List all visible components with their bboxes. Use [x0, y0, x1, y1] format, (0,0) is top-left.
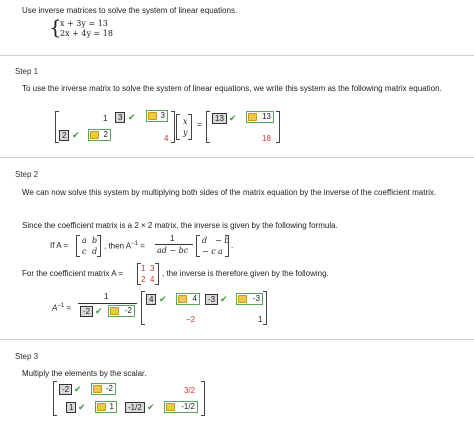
entry-1: 1 [141, 264, 146, 273]
check-icon: ✔ [220, 294, 228, 304]
equals-sign: = [197, 120, 202, 129]
given-box-a21: 2 [59, 130, 69, 141]
if-a-label: If A = [50, 241, 69, 250]
system-brace: { [49, 15, 62, 39]
given-box-e11: 4 [146, 294, 156, 305]
answer-box-r22[interactable]: -1/2 [164, 401, 198, 413]
then-label: , then $A^{-1}$ = [104, 241, 145, 251]
entry-d: d [202, 236, 208, 245]
step-3-title: Step 3 [15, 352, 39, 361]
for-coefficient-text: For the coefficient matrix A = [22, 269, 124, 278]
key-icon [97, 403, 106, 411]
right-bracket [276, 111, 280, 143]
equation-2: 2x + 4y = 18 [60, 29, 113, 38]
key-icon [238, 295, 247, 303]
step-2-title: Step 2 [15, 170, 39, 179]
check-icon: ✔ [159, 294, 167, 304]
key-icon [148, 112, 157, 120]
key-icon [178, 295, 187, 303]
formula-numerator: 1 [170, 234, 175, 243]
check-icon: ✔ [74, 384, 82, 394]
check-icon: ✔ [78, 402, 86, 412]
given-box-r22: -1/2 [125, 402, 145, 413]
value-e22: 1 [258, 315, 263, 324]
check-icon: ✔ [72, 130, 80, 140]
left-bracket [53, 381, 57, 416]
given-box-b1: 13 [212, 113, 227, 124]
left-bracket [176, 114, 180, 140]
scalar-numerator: 1 [104, 292, 109, 301]
step-3-text: Multiply the elements by the scalar. [22, 369, 147, 378]
answer-box-a12[interactable]: 3 [146, 110, 168, 122]
answer-box-denominator[interactable]: -2 [108, 305, 135, 317]
key-icon [248, 113, 257, 121]
entry-3: 3 [150, 264, 155, 273]
matrix-a11: 1 [103, 114, 108, 123]
answer-box-a22[interactable]: 2 [88, 129, 111, 141]
divider [0, 55, 474, 56]
formula-denominator: ad − bc [157, 246, 189, 255]
right-bracket [171, 111, 175, 143]
given-box-e12: -3 [205, 294, 218, 305]
given-box-a12: 3 [115, 112, 125, 123]
answer-box-e12[interactable]: -3 [236, 293, 263, 305]
red-value-e21: −2 [186, 315, 196, 324]
var-y: y [183, 128, 188, 137]
fraction-line [78, 303, 137, 304]
left-bracket [76, 235, 80, 257]
red-value-b2: 18 [262, 134, 271, 143]
answer-box-e11[interactable]: 4 [176, 293, 200, 305]
right-bracket [201, 381, 205, 416]
entry-c: c [82, 247, 87, 256]
red-value-r12: 3/2 [184, 386, 196, 395]
left-bracket [196, 235, 200, 257]
step-2-text: We can now solve this system by multiplying both sides of the matrix equation by the inverse of the coefficient matrix. [22, 188, 437, 197]
entry-neg-b: − b [215, 236, 230, 245]
var-x: x [183, 117, 188, 126]
answer-box-r11[interactable]: -2 [91, 383, 116, 395]
right-bracket [263, 291, 267, 325]
check-icon: ✔ [128, 112, 136, 122]
inverse-text: , the inverse is therefore given by the following. [162, 269, 329, 278]
answer-box-r21[interactable]: 1 [95, 401, 117, 413]
right-bracket [155, 263, 159, 285]
key-icon [166, 403, 175, 411]
step-2-since-text: Since the coefficient matrix is a 2 × 2 matrix, the inverse is given by the following formula. [22, 221, 338, 230]
entry-b: b [92, 236, 98, 245]
equation-1: x + 3y = 13 [60, 19, 108, 28]
a-inverse-label: $A^{-1}$ = [52, 303, 72, 313]
right-bracket [97, 235, 101, 257]
step-1-title: Step 1 [15, 67, 39, 76]
check-icon: ✔ [229, 113, 237, 123]
given-box-r21: 1 [66, 402, 76, 413]
right-bracket [188, 114, 192, 140]
entry-a: a [218, 247, 223, 256]
check-icon: ✔ [95, 306, 103, 316]
red-value-a22: 4 [164, 134, 169, 143]
left-bracket [141, 291, 145, 325]
right-bracket [225, 235, 229, 257]
key-icon [110, 307, 119, 315]
answer-box-b1[interactable]: 13 [246, 111, 274, 123]
check-icon: ✔ [147, 402, 155, 412]
entry-d: d [92, 247, 98, 256]
step-1-text: To use the inverse matrix to solve the system of linear equations, we write this system as the following matrix equation. [22, 84, 442, 93]
entry-a: a [82, 236, 87, 245]
period: . [231, 241, 234, 250]
fraction-line [155, 244, 193, 245]
entry-4: 4 [150, 275, 155, 284]
entry-neg-c: − c [202, 247, 216, 256]
key-icon [93, 385, 102, 393]
divider [0, 157, 474, 158]
given-box-denominator: -2 [80, 306, 93, 317]
problem-prompt: Use inverse matrices to solve the system of linear equations. [22, 6, 238, 15]
given-box-r11: -2 [59, 384, 72, 395]
divider [0, 339, 474, 340]
entry-2: 2 [141, 275, 146, 284]
left-bracket [206, 111, 210, 143]
key-icon [90, 131, 99, 139]
